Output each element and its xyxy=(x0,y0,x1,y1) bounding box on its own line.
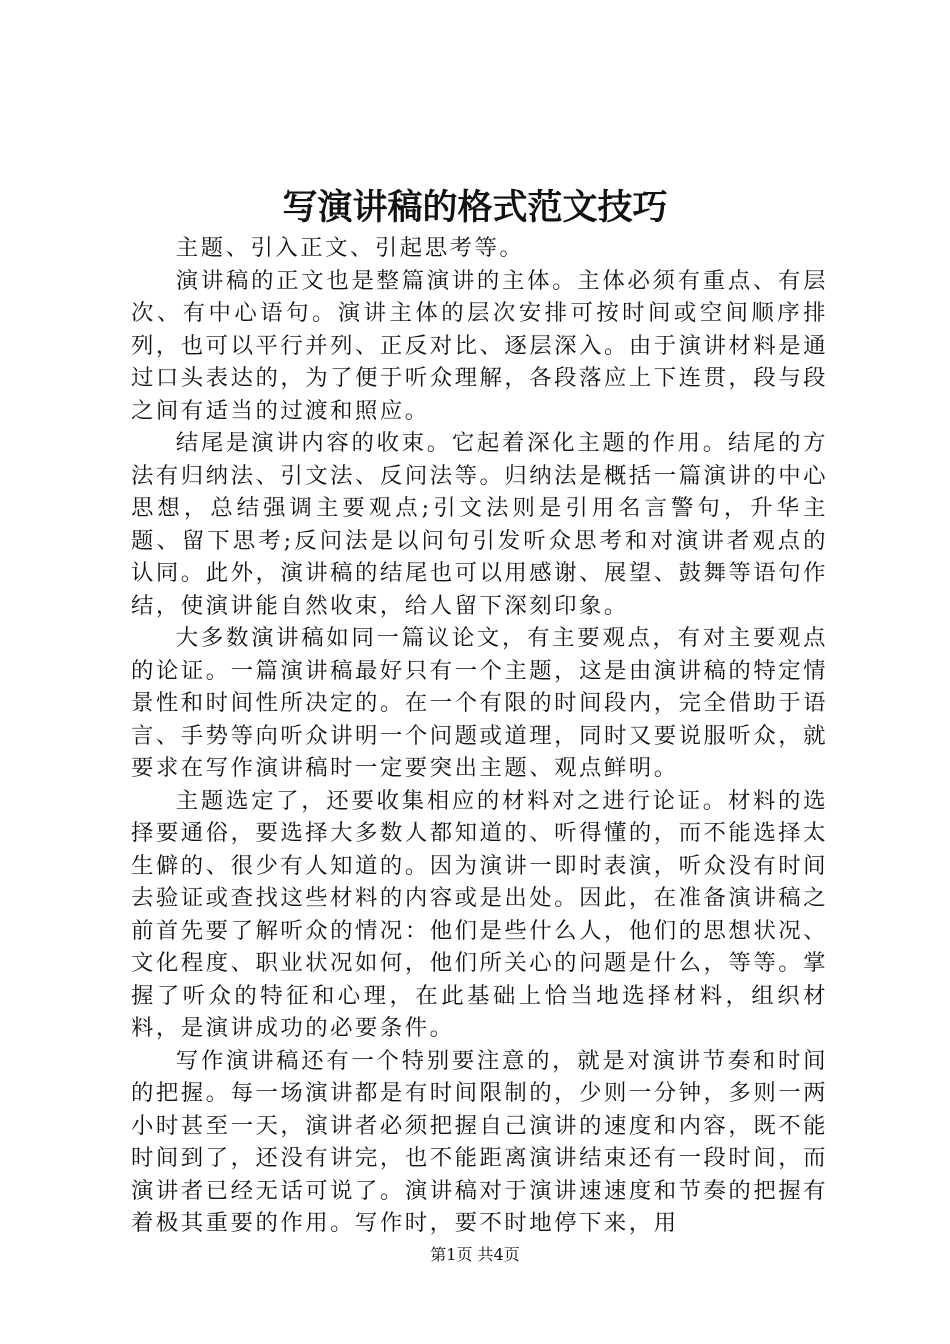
paragraph-2: 演讲稿的正文也是整篇演讲的主体。主体必须有重点、有层次、有中心语句。演讲主体的层次安排可按时间或空间顺序排列，也可以平行并列、正反对比、逐层深入。由于演讲材料是通过口头表达的，为了便于听众理解，各段落应上下连贯，段与段之间有适当的过渡和照应。 xyxy=(131,267,828,424)
paragraph-5: 主题选定了，还要收集相应的材料对之进行论证。材料的选择要通俗，要选择大多数人都知道的、听得懂的，而不能选择太生僻的、很少有人知道的。因为演讲一即时表演，听众没有时间去验证或查找这些材料的内容或是出处。因此，在准备演讲稿之前首先要了解听众的情况：他们是些什么人，他们的思想状况、文化程度、职业状况如何，他们所关心的问题是什么，等等。掌握了听众的特征和心理，在此基础上恰当地选择材料，组织材料，是演讲成功的必要条件。 xyxy=(131,787,828,1041)
paragraph-6: 写作演讲稿还有一个特别要注意的，就是对演讲节奏和时间的把握。每一场演讲都是有时间限制的，少则一分钟，多则一两小时甚至一天，演讲者必须把握自己演讲的速度和内容，既不能时间到了，还没有讲完，也不能距离演讲结束还有一段时间，而演讲者已经无话可说了。演讲稿对于演讲速速度和节奏的把握有着极其重要的作用。写作时，要不时地停下来，用 xyxy=(131,1047,828,1236)
paragraph-4: 大多数演讲稿如同一篇议论文，有主要观点，有对主要观点的论证。一篇演讲稿最好只有一个主题，这是由演讲稿的特定情景性和时间性所决定的。在一个有限的时间段内，完全借助于语言、手势等向听众讲明一个问题或道理，同时又要说服听众，就要求在写作演讲稿时一定要突出主题、观点鲜明。 xyxy=(131,625,828,781)
paragraph-3: 结尾是演讲内容的收束。它起着深化主题的作用。结尾的方法有归纳法、引文法、反问法等。归纳法是概括一篇演讲的中心思想，总结强调主要观点;引文法则是引用名言警句，升华主题、留下思考;反问法是以问句引发听众思考和对演讲者观点的认同。此外，演讲稿的结尾也可以用感谢、展望、鼓舞等语句作结，使演讲能自然收束，给人留下深刻印象。 xyxy=(131,430,828,619)
paragraph-1: 主题、引入正文、引起思考等。 xyxy=(175,235,525,261)
document-title: 写演讲稿的格式范文技巧 xyxy=(282,187,668,228)
document-body xyxy=(131,232,828,1240)
page-number-footer: 第1页 共4页 xyxy=(430,1245,520,1264)
